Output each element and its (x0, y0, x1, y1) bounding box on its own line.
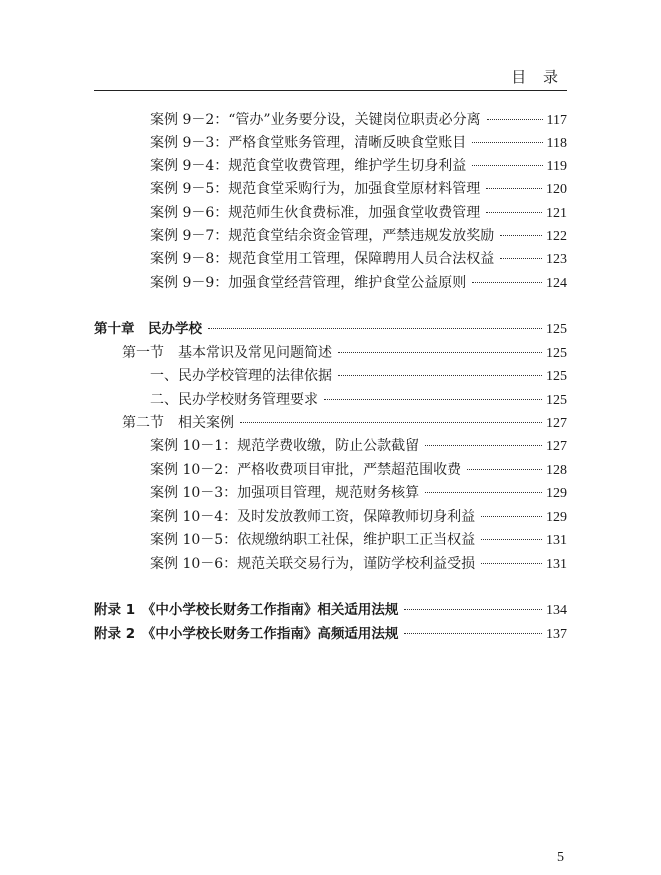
toc-entry[interactable] (94, 554, 567, 574)
leader-dots (338, 375, 542, 376)
toc-entry[interactable] (94, 110, 567, 130)
running-header-title: 目 录 (511, 68, 564, 86)
toc-entry-page: 120 (546, 182, 567, 197)
toc-entry-label: 第二节 相关案例 (122, 415, 234, 431)
leader-dots (324, 399, 542, 400)
toc-entry-page: 122 (546, 229, 567, 244)
toc-entry[interactable] (94, 460, 567, 480)
leader-dots (404, 609, 542, 610)
toc-entry-page: 134 (546, 603, 567, 618)
toc-entry-label: 案例 10－2：严格收费项目审批，严禁超范围收费 (150, 462, 462, 478)
toc-entry-label: 一、民办学校管理的法律依据 (150, 368, 332, 384)
toc-entry-page: 131 (546, 533, 567, 548)
leader-dots (481, 539, 542, 540)
toc-appendix-entry[interactable] (94, 624, 567, 644)
toc-entry-page: 128 (546, 463, 567, 478)
toc-entry-page: 117 (546, 113, 567, 128)
toc-chapter-entry[interactable] (94, 319, 567, 339)
toc-entry[interactable] (94, 249, 567, 269)
toc-entry[interactable] (94, 273, 567, 293)
toc-entry-page: 125 (546, 393, 567, 408)
leader-dots (425, 445, 542, 446)
toc-entry-label: 附录 2 《中小学校长财务工作指南》高频适用法规 (94, 626, 399, 642)
leader-dots (486, 188, 542, 189)
leader-dots (208, 328, 542, 329)
toc-entry-label: 案例 10－4：及时发放教师工资，保障教师切身利益 (150, 509, 476, 525)
toc-entry-page: 131 (546, 557, 567, 572)
toc-entry-label: 案例 10－1：规范学费收缴，防止公款截留 (150, 438, 420, 454)
toc-entry[interactable] (94, 156, 567, 176)
toc-entry-label: 案例 9－5：规范食堂采购行为，加强食堂原材料管理 (150, 181, 481, 197)
leader-dots (338, 352, 542, 353)
toc-entry-page: 137 (546, 627, 567, 642)
toc-entry-label: 案例 9－8：规范食堂用工管理，保障聘用人员合法权益 (150, 251, 495, 267)
toc-entry-page: 118 (546, 136, 567, 151)
toc-entry-label: 附录 1 《中小学校长财务工作指南》相关适用法规 (94, 602, 399, 618)
toc-entry-label: 第一节 基本常识及常见问题简述 (122, 345, 332, 361)
leader-dots (467, 469, 542, 470)
toc-appendix-entry[interactable] (94, 600, 567, 620)
leader-dots (472, 165, 542, 166)
leader-dots (240, 422, 542, 423)
toc-entry-label: 第十章 民办学校 (94, 321, 202, 337)
leader-dots (487, 119, 543, 120)
toc-entry-page: 119 (546, 159, 567, 174)
toc-entry[interactable] (94, 483, 567, 503)
toc-entry-label: 案例 9－6：规范师生伙食费标准，加强食堂收费管理 (150, 205, 481, 221)
toc-entry-label: 案例 10－5：依规缴纳职工社保，维护职工正当权益 (150, 532, 476, 548)
toc-section-entry[interactable] (94, 343, 567, 363)
toc-entry[interactable] (94, 366, 567, 386)
leader-dots (500, 258, 542, 259)
toc-entry[interactable] (94, 179, 567, 199)
toc-entry[interactable] (94, 530, 567, 550)
leader-dots (486, 212, 542, 213)
toc-entry-page: 121 (546, 206, 567, 221)
toc-entry-page: 127 (546, 416, 567, 431)
toc-entry[interactable] (94, 507, 567, 527)
leader-dots (425, 492, 542, 493)
toc-entry-label: 案例 9－3：严格食堂账务管理，清晰反映食堂账目 (150, 135, 467, 151)
leader-dots (481, 563, 542, 564)
toc-entry-page: 123 (546, 252, 567, 267)
toc-entry-page: 125 (546, 322, 567, 337)
page-number: 5 (557, 850, 564, 865)
leader-dots (481, 516, 542, 517)
toc-entry-page: 125 (546, 369, 567, 384)
toc-entry-label: 案例 10－3：加强项目管理，规范财务核算 (150, 485, 420, 501)
toc-entry[interactable] (94, 436, 567, 456)
leader-dots (500, 235, 542, 236)
toc-entry[interactable] (94, 203, 567, 223)
header-rule (94, 90, 567, 91)
toc-entry[interactable] (94, 390, 567, 410)
toc-entry-label: 案例 9－4：规范食堂收费管理，维护学生切身利益 (150, 158, 467, 174)
toc-entry-label: 案例 9－7：规范食堂结余资金管理，严禁违规发放奖励 (150, 228, 495, 244)
toc-entry-label: 案例 9－2：“管办”业务要分设，关键岗位职责必分离 (150, 112, 481, 128)
toc-entry-page: 129 (546, 486, 567, 501)
toc-entry-label: 案例 10－6：规范关联交易行为，谨防学校利益受损 (150, 556, 476, 572)
toc-entry[interactable] (94, 226, 567, 246)
leader-dots (472, 282, 542, 283)
toc-entry-page: 125 (546, 346, 567, 361)
toc-entry-label: 二、民办学校财务管理要求 (150, 392, 318, 408)
toc-entry-page: 124 (546, 276, 567, 291)
leader-dots (472, 142, 542, 143)
toc-entry-label: 案例 9－9：加强食堂经营管理，维护食堂公益原则 (150, 275, 467, 291)
toc-entry[interactable] (94, 133, 567, 153)
toc-section-entry[interactable] (94, 413, 567, 433)
toc-entry-page: 127 (546, 439, 567, 454)
leader-dots (404, 633, 542, 634)
toc-entry-page: 129 (546, 510, 567, 525)
